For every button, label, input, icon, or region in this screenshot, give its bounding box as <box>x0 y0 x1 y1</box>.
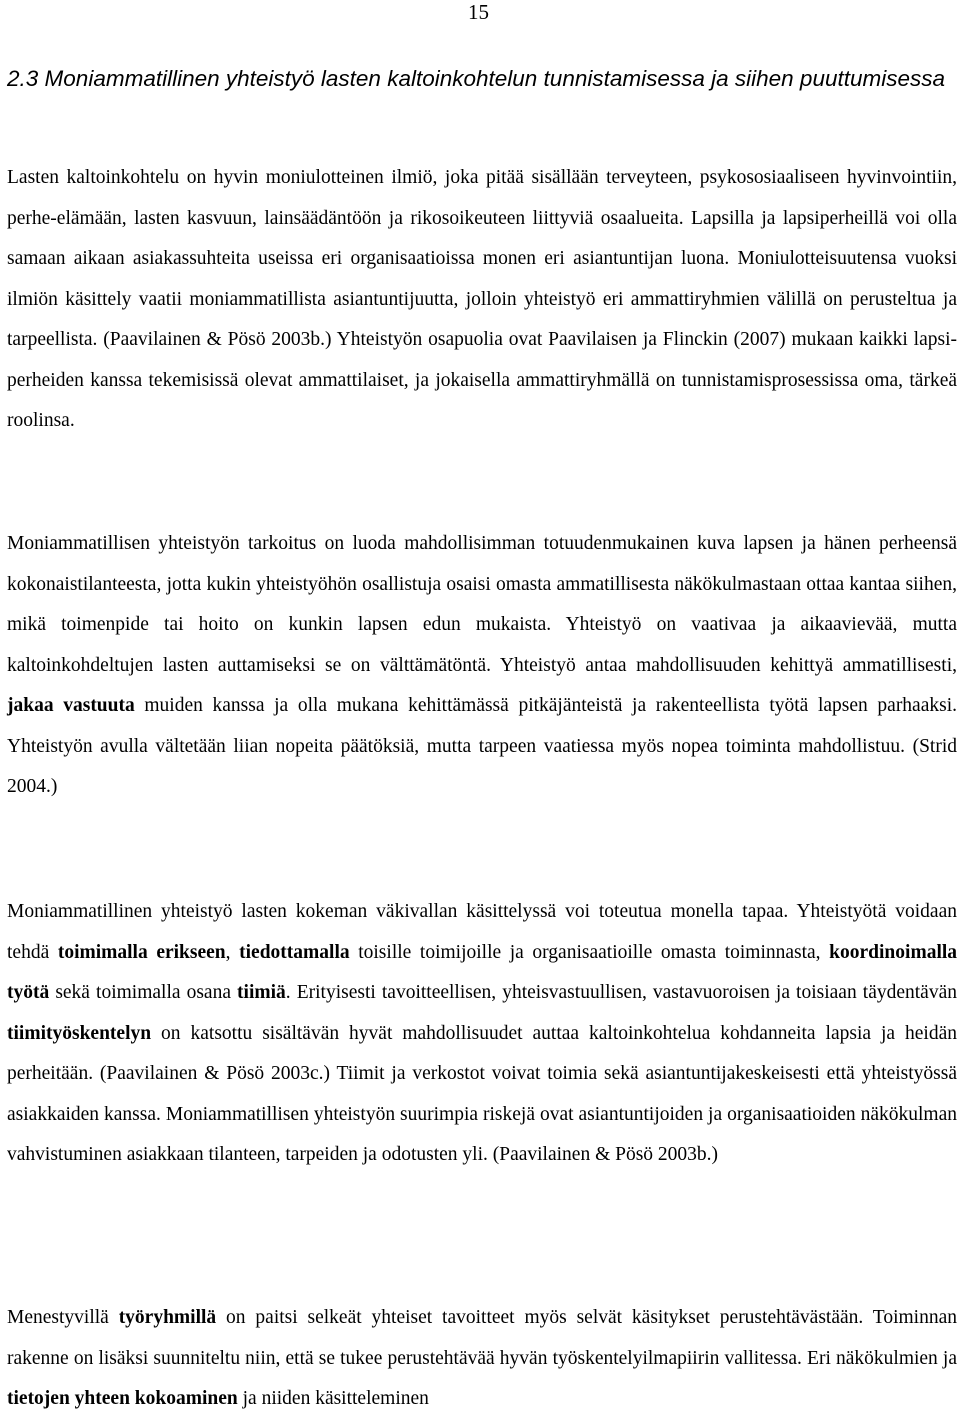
emphasis-text: koordinoimalla työtä <box>7 941 958 1003</box>
body-text: . Erityisesti tavoitteellisen, yhteisvastuullisen, vastavuoroisen ja toisiaan täydentävän <box>285 982 957 1003</box>
paragraph-2 <box>7 524 957 808</box>
paragraph-1 <box>7 158 957 442</box>
section-number: 2.3 <box>7 66 39 91</box>
body-text: Moniammatillinen yhteistyö lasten kokeman väkivallan käsittelyssä voi toteutua monella tapaa. Yhteistyötä voidaan tehdä <box>7 901 957 963</box>
page-number: 15 <box>468 0 489 24</box>
body-text: Moniammatillisen yhteistyön tarkoitus on luoda mahdollisimman totuudenmukainen kuva lapsen ja hänen perheensä kokonaistilanteesta, jotta kukin yhteistyöhön osallistuja osaisi omasta ammatillisesta näkökulmastaan ottaa kantaa siihen, mikä toimenpide tai hoito on kunkin lapsen edun mukaista. Yhteistyö on vaativaa ja aikaavievää, mutta kaltoinkohdeltujen lasten auttamiseksi se on välttämätöntä. Yhteistyö antaa mahdollisuuden kehittyä ammatillisesti, <box>7 533 957 676</box>
body-text: Lasten kaltoinkohtelu on hyvin moniulotteinen ilmiö, joka pitää sisällään terveyteen, psykososiaaliseen hyvinvointiin, perhe-elämään, lasten kasvuun, lainsäädäntöön ja rikosoikeuteen liittyviä osaalueita. Lapsilla ja lapsiperheillä voi olla samaan aikaan asiakassuhteita useissa eri organisaatioissa monen eri asiantuntijan luona. Moniulotteisuutensa vuoksi ilmiön käsittely vaatii moniammatillista asiantuntijuutta, jolloin yhteistyö eri ammattiryhmien välillä on perusteltua ja tarpeellista. (Paavilainen & Pösö 2003b.) Yhteistyön osapuolia ovat Paavilaisen ja Flinckin (2007) mukaan kaikki lapsiperheiden kanssa tekemisissä olevat ammattilaiset, ja jokaisella ammattiryhmällä on tunnistamisprosessissa oma, tärkeä roolinsa. <box>7 167 957 431</box>
paragraph-4 <box>7 1298 957 1420</box>
emphasis-text: työryhmillä <box>118 1307 217 1328</box>
body-text: muiden kanssa ja olla mukana kehittämässä pitkäjänteistä ja rakenteellista työtä lapsen parhaaksi. Yhteistyön avulla vältetään liian nopeita päätöksiä, mutta tarpeen vaatiessa myös nopea toiminta mahdollistuu. (Strid 2004.) <box>7 695 957 797</box>
body-text: ja niiden käsitteleminen <box>237 1388 429 1409</box>
emphasis-text: tiimityöskentelyn <box>7 1022 152 1044</box>
body-text: toisille toimijoille ja organisaatioille omasta toiminnasta, <box>349 941 830 963</box>
emphasis-text: tietojen yhteen kokoaminen <box>7 1388 238 1409</box>
emphasis-text: toimimalla erikseen <box>57 941 226 963</box>
emphasis-text: jakaa vastuuta <box>7 695 135 716</box>
paragraph-3 <box>7 892 957 1176</box>
section-title: Moniammatillinen yhteistyö lasten kaltoinkohtelun tunnistamisessa ja siihen puuttumisessa <box>44 66 946 91</box>
emphasis-text: tiimiä <box>237 982 286 1003</box>
body-text: , <box>225 941 240 963</box>
body-text: Menestyvillä <box>7 1307 119 1328</box>
body-text: sekä toimimalla osana <box>49 982 238 1003</box>
section-heading <box>7 60 957 98</box>
emphasis-text: tiedottamalla <box>239 941 350 963</box>
body-text: on katsottu sisältävän hyvät mahdollisuudet auttaa kaltoinkohtelua kohdanneita lapsia ja heidän perheitään. (Paavilainen & Pösö 2003c.) Tiimit ja verkostot voivat toimia sekä asiantuntijakeskeisesti että yhteistyössä asiakkaiden kanssa. Moniammatillisen yhteistyön suurimpia riskejä ovat asiantuntijoiden ja organisaatioiden näkökulman vahvistuminen asiakkaan tilanteen, tarpeiden ja odotusten yli. (Paavilainen & Pösö 2003b.) <box>7 1022 957 1165</box>
body-text: on paitsi selkeät yhteiset tavoitteet myös selvät käsitykset perustehtävästään. Toiminnan rakenne on lisäksi suunniteltu niin, että se tukee perustehtävää hyvän työskentelyilmapiirin vallitessa. Eri näkökulmien ja <box>7 1307 957 1369</box>
